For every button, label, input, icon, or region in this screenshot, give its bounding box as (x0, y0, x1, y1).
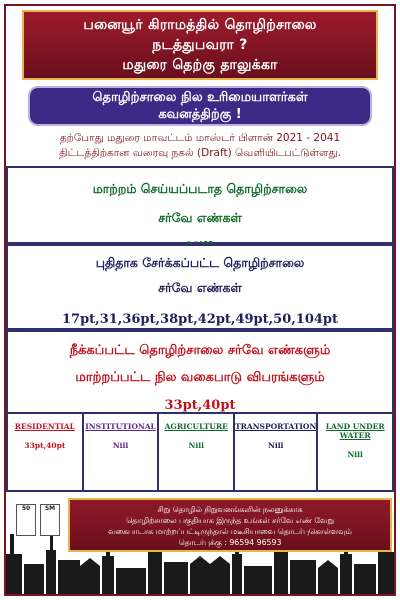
removed-survey-value: 33pt,40pt (164, 398, 236, 413)
land-use-institutional (84, 414, 160, 490)
footer-msg-line-2: தொழிற்சாலை பகுதியாக இருந்த உங்கள் சர்வே எண் வேறு (126, 516, 334, 525)
land-use-value: 33pt,40pt (24, 441, 66, 450)
land-use-value: Nill (112, 441, 129, 450)
footer-msg-line-1: சிறு தொழில் நிறுவனங்களின் நலனுக்காக (157, 505, 303, 514)
removed-survey-title-2: மாற்றப்பட்ட நில வகைபாடு விபரங்களும் (75, 370, 325, 385)
added-survey-title-1: புதிதாக சேர்க்கப்பட்ட தொழிற்சாலை (95, 255, 305, 270)
removed-survey-section (6, 330, 394, 414)
land-use-residential (8, 414, 84, 490)
footer-contact: தொடர்புக்கு : 96594 96593 (178, 538, 282, 547)
land-use-label: LAND UNDER WATER (325, 422, 385, 440)
intro-line-1: தற்போது மதுரை மாவட்டம் மாஸ்டர் பிளான் 2021 - 2041 (59, 132, 341, 144)
land-use-land-under-water (318, 414, 392, 490)
land-use-agriculture (159, 414, 235, 490)
header-banner (22, 10, 378, 80)
unchanged-survey-title-1: மாற்றம் செய்யப்படாத தொழிற்சாலை (92, 181, 308, 196)
land-use-label: INSTITUTIONAL (85, 422, 156, 431)
notice-banner (28, 86, 372, 126)
land-use-value: Nill (188, 441, 204, 450)
added-survey-title-2: சர்வே எண்கள் (158, 280, 242, 295)
footer-msg-line-3: வகைபாடாக மாற்றப்பட்டிருந்தால் மடீசியாவை தொடர்புகொள்ளவும் (108, 527, 352, 536)
land-use-value: Nill (267, 441, 284, 450)
removed-survey-title-1: நீக்கப்பட்ட தொழிற்சாலை சர்வே எண்களும் (69, 343, 331, 358)
intro-line-2: திட்டத்திற்கான வரைவு நகல் (Draft) வெளியிடபட்டுள்ளது. (59, 147, 341, 159)
land-use-label: TRANSPORTATION (235, 422, 317, 431)
land-use-value: Nill (347, 450, 363, 459)
footer (6, 494, 394, 594)
land-use-label: RESIDENTIAL (14, 422, 75, 431)
added-survey-section (6, 244, 394, 330)
header-line-2: நடத்துபவரா ? (152, 37, 248, 53)
intro-text (14, 131, 386, 161)
header-line-3: மதுரை தெற்கு தாலுக்கா (122, 57, 278, 73)
land-use-table (6, 414, 394, 492)
anniversary-logo: 50 (16, 504, 36, 536)
land-use-label: AGRICULTURE (164, 422, 228, 431)
header-line-1: பனையூர் கிராமத்தில் தொழிற்சாலை (83, 17, 317, 33)
footer-message-box (68, 498, 392, 552)
land-use-transportation (235, 414, 318, 490)
unchanged-survey-section (6, 166, 394, 244)
association-logo: SM (40, 504, 60, 536)
added-survey-value: 17pt,31,36pt,38pt,42pt,49pt,50,104pt (61, 312, 339, 327)
notice-line-2: கவனத்திற்கு ! (158, 107, 242, 122)
notice-line-1: தொழிற்சாலை நில உரிமையாளர்கள் (92, 90, 308, 105)
unchanged-survey-title-2: சர்வே எண்கள் (158, 210, 242, 225)
